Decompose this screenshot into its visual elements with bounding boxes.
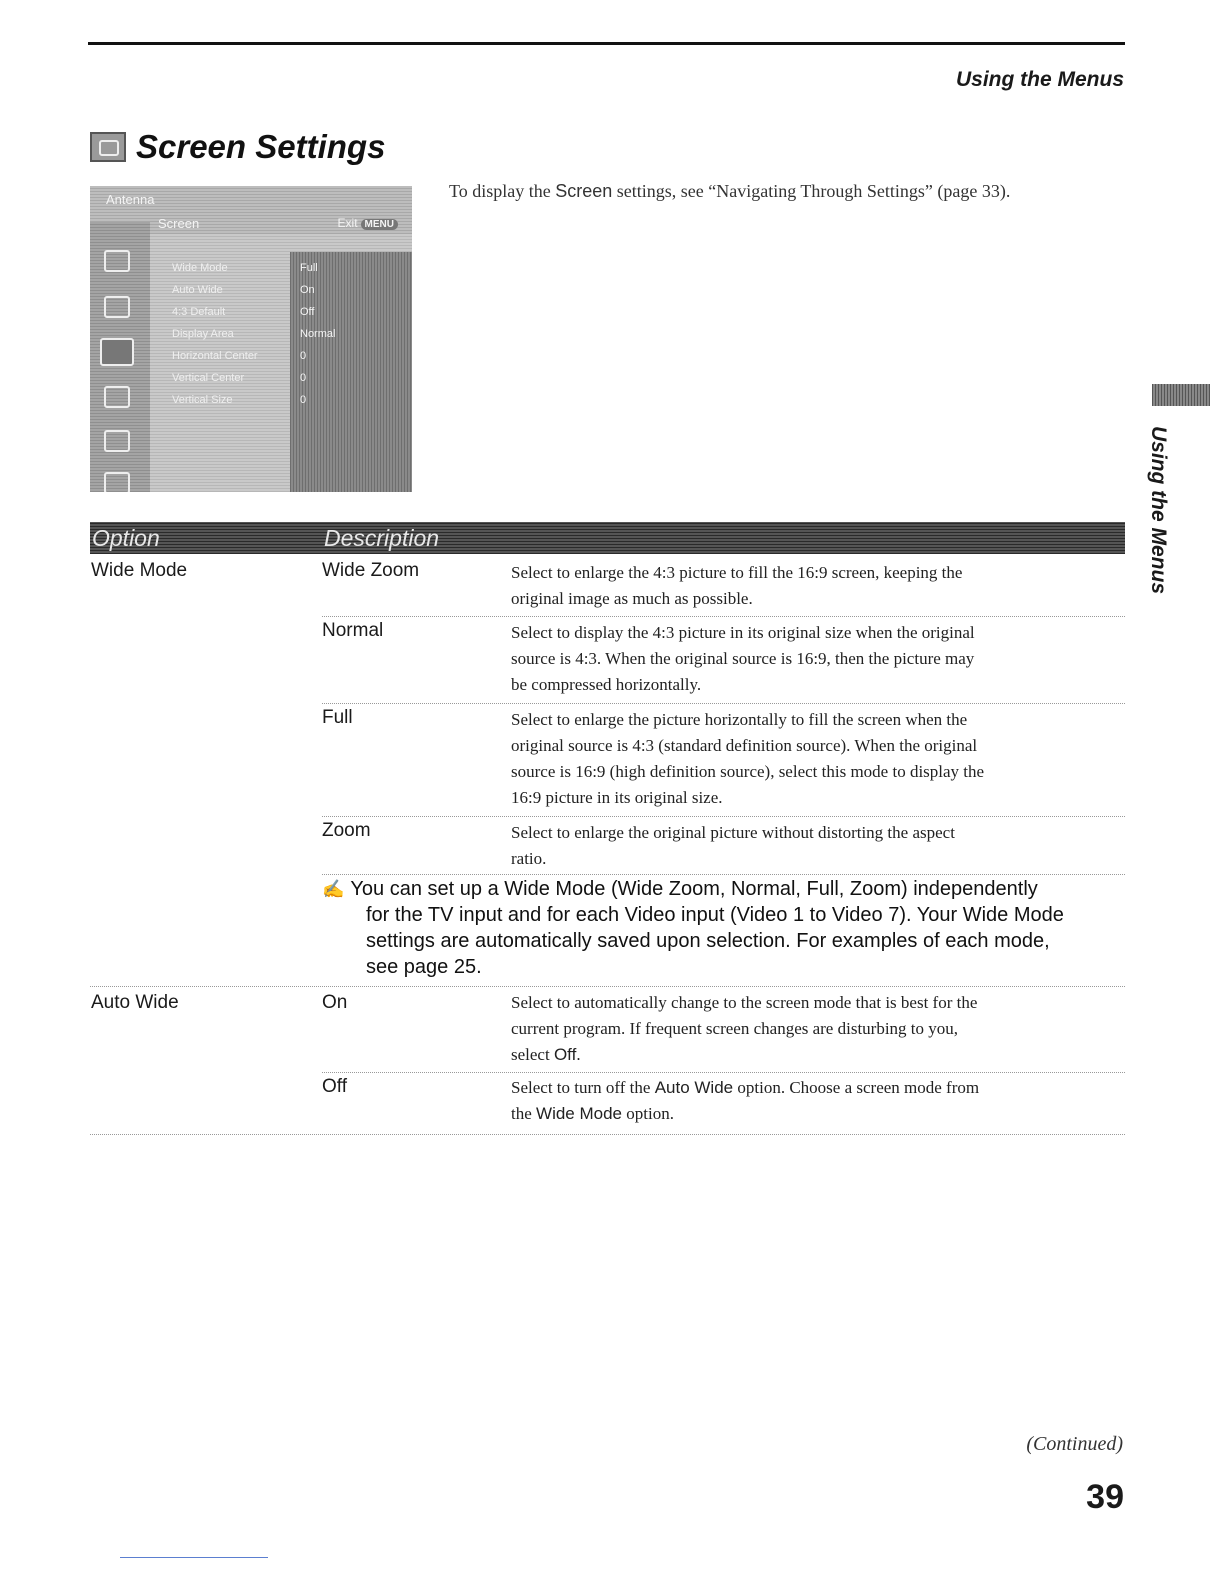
option-wide-mode: Wide Mode (91, 560, 188, 581)
sub-wide-zoom: Wide Zoom (322, 560, 420, 581)
osd-menu-label: Screen (158, 216, 200, 231)
osd-rows (172, 262, 258, 416)
side-tab: Using the Menus (1147, 426, 1170, 595)
osd-row: Vertical Center (172, 372, 245, 384)
sub-normal: Normal (322, 620, 384, 641)
running-header: Using the Menus (955, 68, 1124, 91)
divider (322, 874, 1125, 875)
screen-icon (90, 132, 126, 162)
intro-text: To display the Screen settings, see “Navigating Through Settings” (page 33). (449, 181, 1011, 201)
col-option: Option (92, 525, 160, 551)
sound-icon (104, 296, 130, 318)
desc-zoom: Select to enlarge the original picture without distorting the aspect ratio. (511, 823, 955, 868)
screen-menu-icon (100, 338, 134, 366)
osd-values (290, 252, 412, 492)
sub-off: Off (322, 1076, 347, 1097)
osd-row: Display Area (172, 328, 234, 340)
desc-wide-zoom: Select to enlarge the 4:3 picture to fill the 16:9 screen, keeping the original image as much as possible. (511, 563, 963, 608)
osd-row: Vertical Size (172, 394, 233, 406)
osd-row: Horizontal Center (172, 350, 258, 362)
osd-value: Full (300, 262, 318, 274)
col-description: Description (324, 525, 440, 551)
setup-icon (104, 472, 130, 492)
footer-line (120, 1557, 268, 1558)
desc-on: Select to automatically change to the screen mode that is best for the current program. If frequent screen changes are disturbing to you, select Off. (511, 993, 978, 1064)
continued-label: (Continued) (1026, 1433, 1123, 1455)
osd-icon-column (90, 222, 150, 492)
divider (90, 986, 1125, 987)
osd-value: Normal (300, 328, 336, 340)
parent-icon (104, 430, 130, 452)
osd-value: 0 (300, 372, 307, 384)
page-number: 39 (1086, 1478, 1124, 1516)
osd-row: Wide Mode (172, 262, 228, 274)
side-tab-marker (1152, 384, 1210, 406)
divider (322, 703, 1125, 704)
sub-zoom: Zoom (322, 820, 371, 841)
page-title: Screen Settings (136, 128, 386, 165)
pencil-note-icon: ✍ (322, 879, 345, 899)
osd-value: 0 (300, 350, 307, 362)
option-auto-wide: Auto Wide (91, 992, 179, 1013)
divider (322, 1072, 1125, 1073)
sub-full: Full (322, 707, 353, 728)
note: ✍ You can set up a Wide Mode (Wide Zoom, Normal, Full, Zoom) independently for the TV input and for each Video input (Video 1 to Video 7). Your Wide Mode settings are automatically saved upon selection. For examples of each mode, see page 25. (322, 878, 1064, 978)
table-header (90, 522, 1125, 554)
divider (322, 616, 1125, 617)
desc-normal: Select to display the 4:3 picture in its original size when the original source is 4:3. When the original source is 16:9, then the picture may be compressed horizontally. (511, 623, 975, 694)
section-title (90, 128, 385, 166)
osd-row: Auto Wide (172, 284, 223, 296)
menu-screenshot (90, 186, 412, 492)
osd-value: On (300, 284, 315, 296)
divider (90, 1134, 1125, 1135)
divider (322, 816, 1125, 817)
desc-full: Select to enlarge the picture horizontally to fill the screen when the original source is 4:3 (standard definition source). When the original source is 16:9 (high definition source), select this mode to display the 16:9 picture in its original size. (511, 710, 985, 807)
desc-off: Select to turn off the Auto Wide option. Choose a screen mode from the Wide Mode option. (511, 1078, 980, 1123)
osd-value: Off (300, 306, 315, 318)
osd-input-label: Antenna (106, 192, 155, 207)
top-rule (88, 42, 1125, 45)
osd-row: 4:3 Default (172, 306, 226, 318)
osd-exit: Exit MENU (338, 216, 398, 230)
channel-icon (104, 386, 130, 408)
picture-icon (104, 250, 130, 272)
sub-on: On (322, 992, 348, 1013)
osd-value: 0 (300, 394, 307, 406)
